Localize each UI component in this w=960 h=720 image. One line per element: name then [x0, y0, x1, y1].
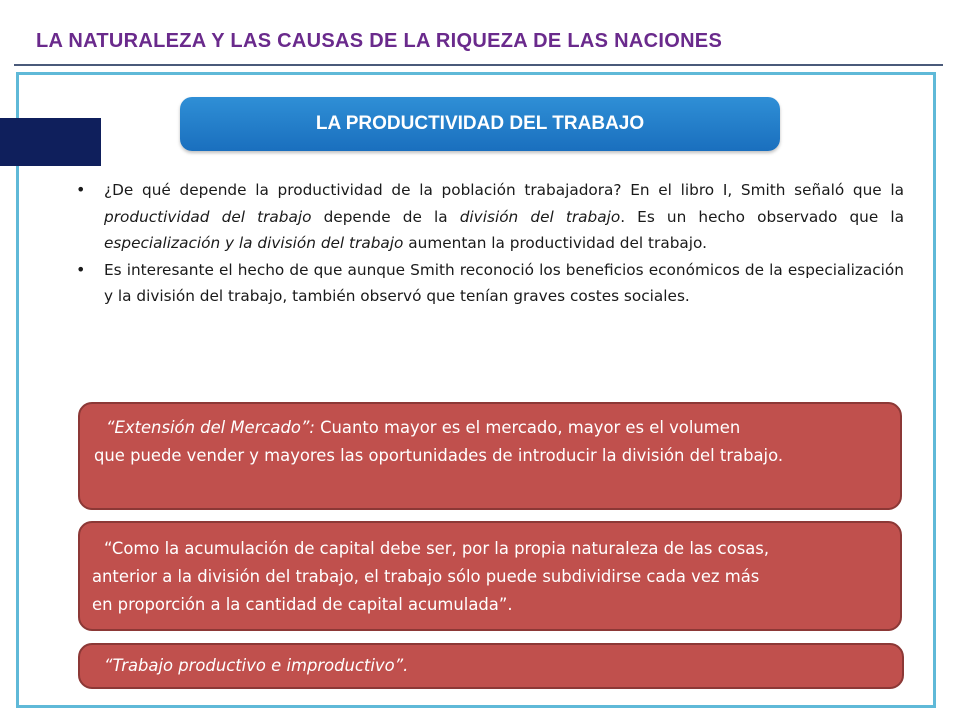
callout-line: “Como la acumulación de capital debe ser, por la propia naturaleza de las cosas,: [104, 539, 770, 558]
callout-emphasis: “Extensión del Mercado”:: [106, 418, 315, 437]
callout-capital-accumulation: [78, 521, 902, 631]
bullet-text: . Es un hecho observado que la: [620, 207, 904, 226]
bullet-item-social-costs: [104, 257, 904, 310]
callout-market-extension: [78, 402, 902, 510]
callout-line: en proporción a la cantidad de capital acumulada”.: [92, 595, 513, 614]
section-header-label: LA PRODUCTIVIDAD DEL TRABAJO: [315, 113, 645, 134]
decorative-navy-block: [0, 118, 101, 166]
bullet-emphasis: productividad del trabajo: [104, 207, 312, 226]
bullet-emphasis: especialización y la división del trabajo: [104, 234, 404, 252]
callout-text: Cuanto mayor es el mercado, mayor es el volumen: [314, 418, 741, 437]
slide-title: LA NATURALEZA Y LAS CAUSAS DE LA RIQUEZA DE LAS NACIONES: [36, 30, 723, 52]
bullet-text: Es interesante el hecho de que aunque Smith reconoció los beneficios económicos de la especialización y la división del trabajo, también observó que tenían graves costes sociales.: [104, 260, 904, 305]
section-header: [180, 97, 780, 151]
callout-productive-labor: [78, 643, 904, 689]
bullet-text: aumentan la productividad del trabajo.: [403, 234, 707, 252]
callout-text: que puede vender y mayores las oportunidades de introducir la división del trabajo.: [94, 446, 784, 465]
bullet-item-productivity: [104, 177, 904, 257]
bullet-emphasis: división del trabajo: [459, 207, 621, 226]
bullet-text: ¿De qué depende la productividad de la población trabajadora? En el libro I, Smith señaló que la: [104, 181, 904, 199]
callout-line: anterior a la división del trabajo, el trabajo sólo puede subdividirse cada vez más: [92, 567, 760, 586]
callout-line: [92, 652, 890, 680]
bullet-list: [104, 177, 904, 310]
callout-emphasis: “Trabajo productivo e improductivo”.: [104, 656, 409, 675]
callout-line: [94, 414, 886, 442]
bullet-text: depende de la: [311, 207, 460, 226]
title-divider: [14, 64, 943, 66]
